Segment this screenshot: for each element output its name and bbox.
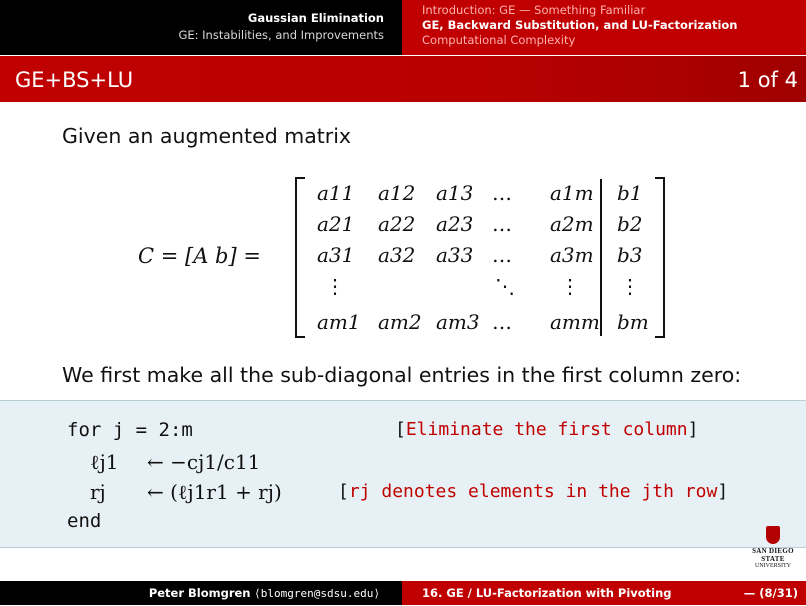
matrix-cell: a3m xyxy=(550,243,594,267)
matrix-cell: amm xyxy=(550,310,600,334)
matrix-left-bracket xyxy=(295,177,305,338)
matrix-lhs: C = [A b] = xyxy=(138,244,261,268)
header-subtitle[interactable]: GE: Instabilities, and Improvements xyxy=(178,28,384,42)
matrix-cell: a11 xyxy=(317,181,355,205)
header-left xyxy=(0,0,402,55)
algo-comment-1-text: Eliminate the first column xyxy=(405,419,688,440)
footer-email: ⟨blomgren@sdsu.edu⟩ xyxy=(254,587,380,600)
header xyxy=(0,0,806,55)
section-nav xyxy=(402,0,806,55)
matrix-cell: a2m xyxy=(550,212,594,236)
matrix-cell: am3 xyxy=(436,310,480,334)
footer-page: — (8/31) xyxy=(743,586,798,600)
matrix-cell: am1 xyxy=(317,310,361,334)
matrix-cell: a23 xyxy=(436,212,474,236)
algo-l-lhs: ℓj1 xyxy=(90,450,119,474)
augment-divider xyxy=(600,179,602,336)
footer-right xyxy=(402,581,806,605)
matrix-cell: b1 xyxy=(617,181,643,205)
matrix-cell: b3 xyxy=(617,243,643,267)
algo-comment-2-text: rj denotes elements in the jth row xyxy=(348,481,718,502)
algo-r-rhs: ← (ℓj1r1 + rj) xyxy=(147,480,282,504)
algo-r-lhs: rj xyxy=(90,480,106,504)
slide-counter: 1 of 4 xyxy=(737,68,798,92)
matrix-cell: am2 xyxy=(378,310,422,334)
logo-line-2: UNIVERSITY xyxy=(755,563,791,569)
sdsu-logo xyxy=(744,526,802,569)
matrix-cell: a31 xyxy=(317,243,355,267)
algorithm-block xyxy=(0,400,806,548)
matrix-cell: b2 xyxy=(617,212,643,236)
matrix-cell: ⋮ xyxy=(620,274,640,298)
augmented-matrix xyxy=(295,177,665,338)
algo-for-line: for j = 2:m xyxy=(67,419,193,441)
footer-lecture: 16. GE / LU-Factorization with Pivoting xyxy=(422,586,672,600)
footer-left xyxy=(0,581,402,605)
algo-comment-2: [rj denotes elements in the jth row] xyxy=(338,481,729,502)
matrix-cell: … xyxy=(492,310,512,334)
matrix-cell: … xyxy=(492,212,512,236)
algo-comment-1: [Eliminate the first column] xyxy=(395,419,699,440)
matrix-cell: a12 xyxy=(378,181,416,205)
matrix-cell: ⋮ xyxy=(325,274,345,298)
matrix-cell: a21 xyxy=(317,212,355,236)
matrix-cell: bm xyxy=(617,310,649,334)
algo-end-line: end xyxy=(67,510,102,532)
matrix-cell: … xyxy=(492,181,512,205)
header-title[interactable]: Gaussian Elimination xyxy=(247,11,384,25)
algo-l-rhs: ← −cj1/c11 xyxy=(147,450,261,474)
matrix-cell: a1m xyxy=(550,181,594,205)
matrix-cell: ⋮ xyxy=(560,274,580,298)
section-link-complexity[interactable]: Computational Complexity xyxy=(422,33,576,47)
shield-icon xyxy=(766,526,780,544)
section-link-current[interactable]: GE, Backward Substitution, and LU-Factorization xyxy=(422,18,738,32)
slide-title-bar xyxy=(0,56,806,102)
matrix-cell: a32 xyxy=(378,243,416,267)
matrix-right-bracket xyxy=(655,177,665,338)
matrix-cell: a22 xyxy=(378,212,416,236)
footer xyxy=(0,581,806,605)
body-text: We first make all the sub-diagonal entries in the first column zero: xyxy=(62,363,742,387)
section-link-intro[interactable]: Introduction: GE — Something Familiar xyxy=(422,3,646,17)
logo-line-1: SAN DIEGO STATE xyxy=(752,547,794,563)
matrix-cell: a33 xyxy=(436,243,474,267)
matrix-cell: ⋱ xyxy=(495,274,515,298)
matrix-cell: a13 xyxy=(436,181,474,205)
intro-text: Given an augmented matrix xyxy=(62,124,352,148)
slide-title: GE+BS+LU xyxy=(15,68,134,92)
footer-author: Peter Blomgren xyxy=(148,586,251,600)
matrix-cell: … xyxy=(492,243,512,267)
